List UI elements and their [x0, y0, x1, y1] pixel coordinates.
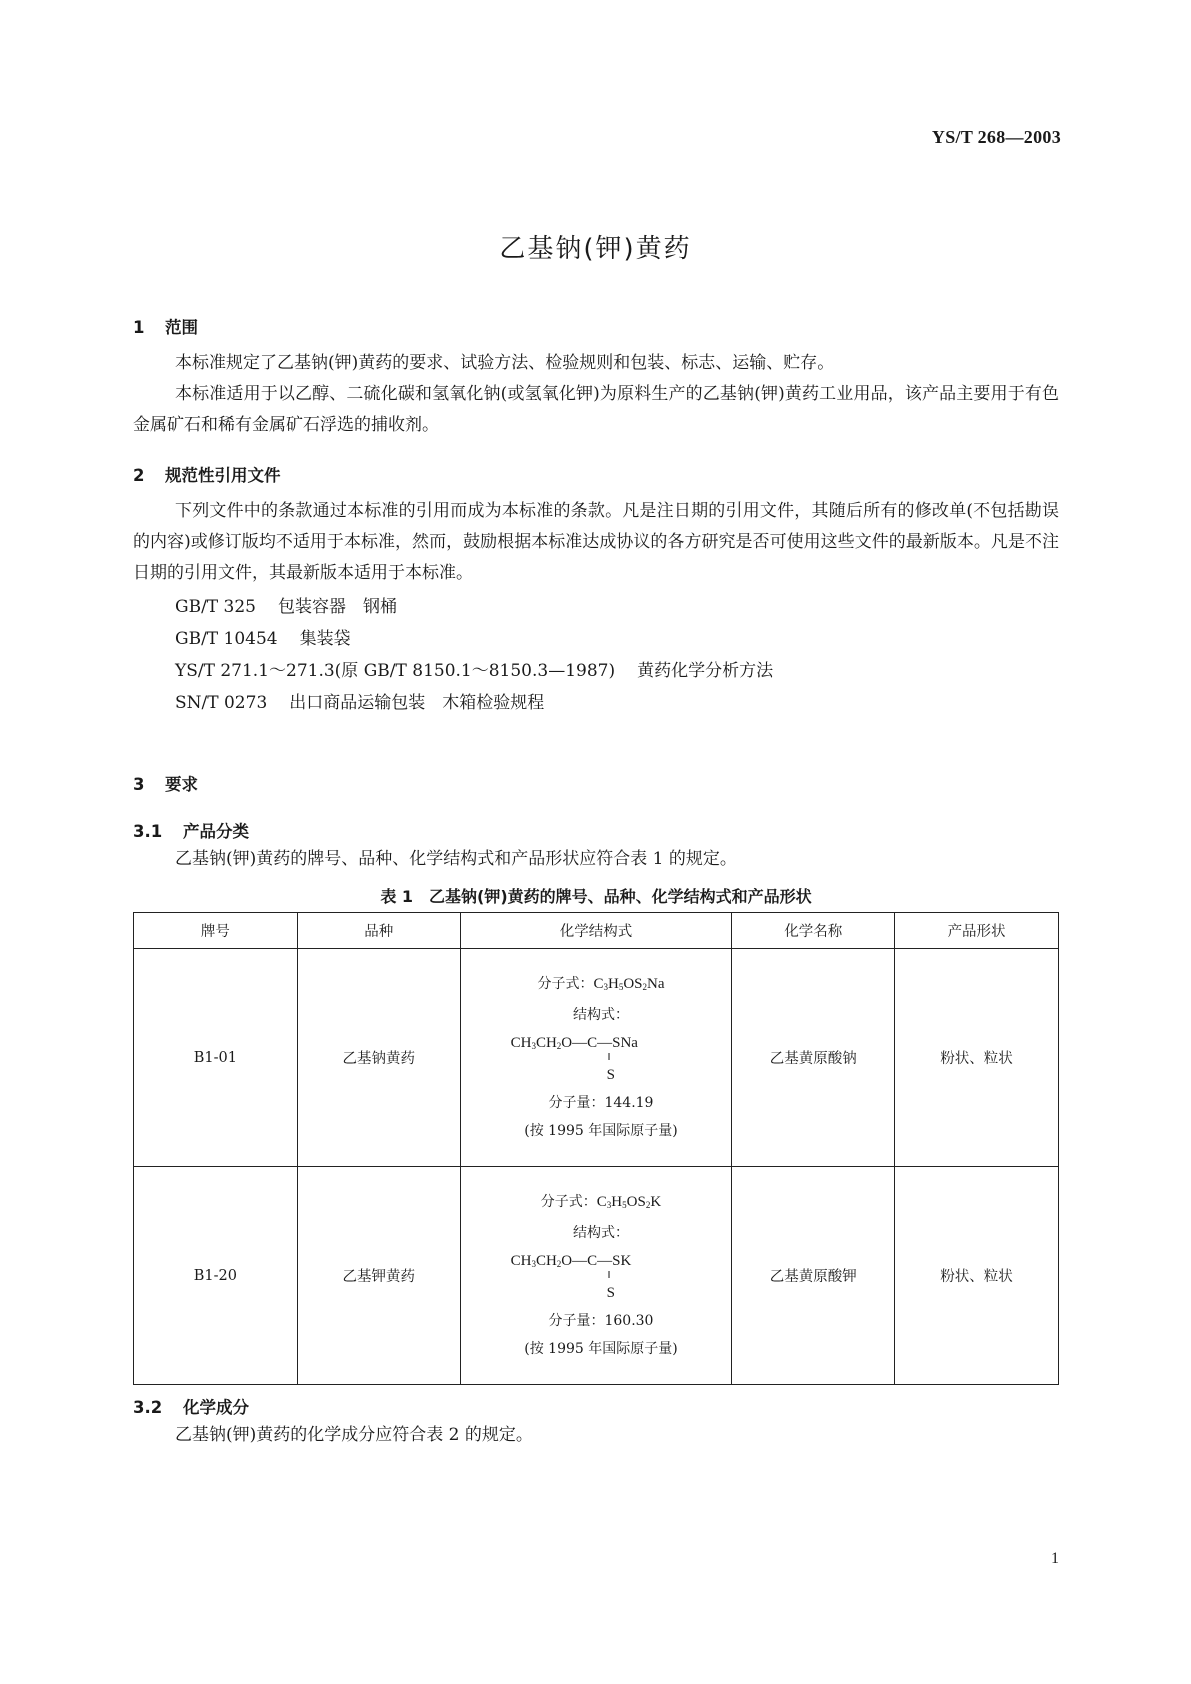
section-3-1-heading [133, 818, 249, 842]
form-cell: 粉状、粒状 [895, 1167, 1059, 1385]
column-header: 产品形状 [895, 913, 1059, 949]
grade-cell: B1-20 [134, 1167, 298, 1385]
section-3-1-para: 乙基钠(钾)黄药的牌号、品种、化学结构式和产品形状应符合表 1 的规定。 [175, 849, 737, 869]
section-2-heading [133, 462, 281, 486]
atomic-weight-note: (按 1995 年国际原子量) [524, 1123, 678, 1139]
reference-name: 集装袋 [299, 629, 351, 649]
reference-code: GB/T 325 [175, 597, 256, 617]
form-cell: 粉状、粒状 [895, 949, 1059, 1167]
atomic-weight-note: (按 1995 年国际原子量) [524, 1341, 678, 1357]
section-3-2-para: 乙基钠(钾)黄药的化学成分应符合表 2 的规定。 [175, 1425, 533, 1445]
chem-name-cell: 乙基黄原酸钾 [732, 1167, 895, 1385]
formula-line: $CH_3CH_2O—C—SK$ [510, 1253, 632, 1269]
structural-formula [511, 1029, 732, 1089]
reference-item [175, 688, 544, 713]
reference-item [175, 592, 397, 617]
double-bond: ‖ [607, 1269, 611, 1281]
section-3-2-heading [133, 1394, 249, 1418]
formula-line: $CH_3CH_2O—C—SNa$ [510, 1035, 638, 1051]
structure-label: 结构式： [572, 1225, 629, 1241]
table-header-row [134, 913, 1059, 949]
column-header: 品种 [297, 913, 460, 949]
molecular-weight [471, 1307, 732, 1335]
value: 160.30 [604, 1313, 654, 1329]
molecular-formula [471, 970, 732, 1001]
label: 分子式： [540, 1194, 597, 1210]
section-2-para-1: 下列文件中的条款通过本标准的引用而成为本标准的条款。凡是注日期的引用文件，其随后所有的修改单(不包括勘误的内容)或修订版均不适用于本标准，然而，鼓励根据本标准达成协议的各方研究是否可使用这些文件的最新版本。凡是不注日期的引用文件，其最新版本适用于本标准。 [133, 501, 1059, 583]
section-number: 3.2 [133, 1398, 163, 1417]
reference-code: YS/T 271.1～271.3(原 GB/T 8150.1～8150.3—1987) [175, 661, 616, 681]
molecular-weight [471, 1089, 732, 1117]
section-title: 规范性引用文件 [165, 466, 281, 485]
table-row [134, 949, 1059, 1167]
chem-name-cell: 乙基黄原酸钠 [732, 949, 895, 1167]
sulfur-atom: S [606, 1067, 615, 1083]
reference-name: 出口商品运输包装 木箱检验规程 [289, 693, 545, 713]
formula-text: $C_3H_5OS_2Na$ [593, 976, 665, 992]
section-title: 范围 [165, 318, 198, 337]
section-number: 3.1 [133, 822, 163, 841]
section-1-para-2: 本标准适用于以乙醇、二硫化碳和氢氧化钠(或氢氧化钾)为原料生产的乙基钠(钾)黄药工业用品，该产品主要用于有色金属矿石和稀有金属矿石浮选的捕收剂。 [133, 384, 1059, 435]
document-title: 乙基钠(钾)黄药 [499, 234, 692, 264]
label: 分子量： [548, 1095, 605, 1111]
page-number: 1 [1051, 1550, 1059, 1567]
table-1-caption: 表 1 乙基钠(钾)黄药的牌号、品种、化学结构式和产品形状 [380, 887, 812, 906]
variety-cell: 乙基钾黄药 [297, 1167, 460, 1385]
column-header: 化学结构式 [460, 913, 732, 949]
structure-cell [460, 1167, 732, 1385]
structure-cell [460, 949, 732, 1167]
reference-name: 包装容器 钢桶 [278, 597, 397, 617]
label: 分子量： [548, 1313, 605, 1329]
label: 分子式： [537, 976, 594, 992]
standard-code: YS/T 268—2003 [931, 127, 1061, 147]
value: 144.19 [604, 1095, 654, 1111]
section-number: 2 [133, 466, 145, 485]
column-header: 化学名称 [732, 913, 895, 949]
section-number: 1 [133, 318, 145, 337]
table-1 [133, 912, 1059, 1385]
double-bond: ‖ [607, 1051, 611, 1063]
molecular-formula [471, 1188, 732, 1219]
structural-formula [511, 1247, 732, 1307]
reference-item [175, 624, 351, 649]
sulfur-atom: S [606, 1285, 615, 1301]
table-row [134, 1167, 1059, 1385]
grade-cell: B1-01 [134, 949, 298, 1167]
section-1-para-1: 本标准规定了乙基钠(钾)黄药的要求、试验方法、检验规则和包装、标志、运输、贮存。 [175, 353, 835, 373]
section-title: 要求 [165, 775, 198, 794]
section-1-heading [133, 314, 198, 338]
structure-label: 结构式： [572, 1007, 629, 1023]
section-title: 化学成分 [183, 1398, 249, 1417]
reference-name: 黄药化学分析方法 [637, 661, 774, 681]
reference-item [175, 656, 773, 681]
reference-code: SN/T 0273 [175, 693, 268, 713]
column-header: 牌号 [134, 913, 298, 949]
section-3-heading [133, 771, 198, 795]
reference-code: GB/T 10454 [175, 629, 278, 649]
section-title: 产品分类 [183, 822, 249, 841]
formula-text: $C_3H_5OS_2K$ [596, 1194, 662, 1210]
section-number: 3 [133, 775, 145, 794]
variety-cell: 乙基钠黄药 [297, 949, 460, 1167]
